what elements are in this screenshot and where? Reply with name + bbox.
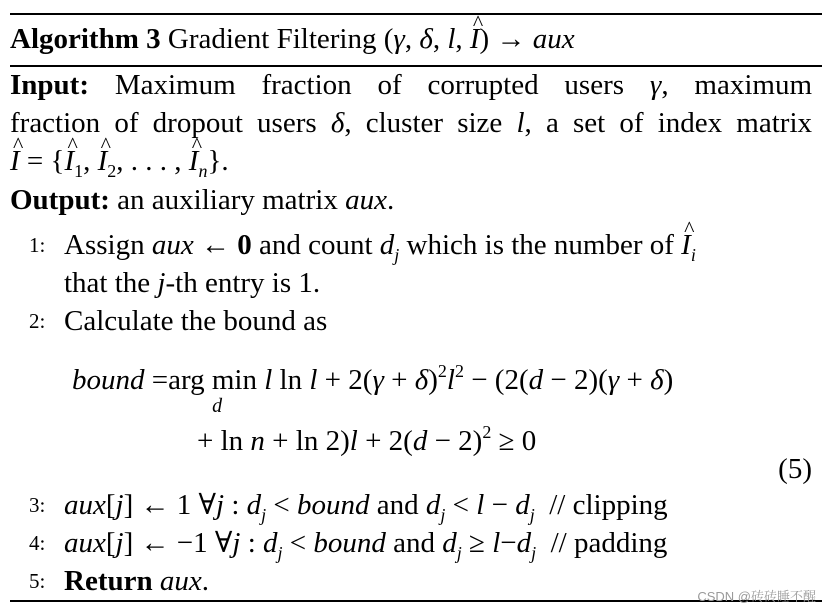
equation-line-2: + $\ln n + \ln 2)l + 2(d - 2)^2 \ge 0$ [197,422,537,457]
input-line-1: Input: Maximum fraction of corrupted users γ, maximum [10,69,812,101]
equation-number: (5) [778,453,812,485]
input-label: Input: [10,69,89,101]
step-3-comment: // clipping [549,489,668,521]
step-1-number: 1: [29,233,46,257]
watermark: CSDN @砖砖睡不醒 [697,589,816,604]
equation-line-1: bound =arg min d l $\ln l + 2(\gamma + \delta)^2l^2 - (2(d - 2)(\gamma + \delta)$ [72,354,673,397]
input-line-3: ^ I = {^ $I_1$, ^ $I_2$, . . . , ^ $I_n$}. [10,144,229,188]
algorithm-label: Algorithm 3 [10,23,161,55]
output-label: Output: [10,184,110,216]
step-3-number: 3: [29,493,46,517]
step-1-text: Assign aux ← 0 and count $d_j$ which is the number of ^ $I_i$ [64,228,696,272]
argmin-subscript: d [212,395,223,417]
input-line-2: fraction of dropout users δ, cluster size l, a set of index matrix [10,107,812,139]
algorithm-title [10,22,575,56]
header-rule [10,65,822,67]
step-4-number: 4: [29,531,46,555]
step-3-text: aux[j] ← 1 ∀j : $d_j$ < bound and $d_j < l - d_j$ // clipping [64,489,668,525]
step-5-number: 5: [29,569,46,593]
step-4-text: aux[j] ← −1 ∀j : $d_j$ < bound and $d_j \ge l-d_j$ // padding [64,527,668,563]
step-1-continuation: that the j-th entry is 1. [64,267,321,299]
step-4-comment: // padding [550,527,668,559]
algorithm-name: Gradient Filtering [167,23,377,55]
step-2-text: Calculate the bound as [64,305,328,337]
return-keyword: Return [64,565,153,597]
top-rule [10,13,822,15]
step-2-number: 2: [29,309,46,333]
algorithm-signature: (γ, δ, l, ^ I) → aux [384,23,575,55]
step-5-text: Return aux. [64,565,209,597]
output-line: Output: an auxiliary matrix aux. [10,184,395,216]
